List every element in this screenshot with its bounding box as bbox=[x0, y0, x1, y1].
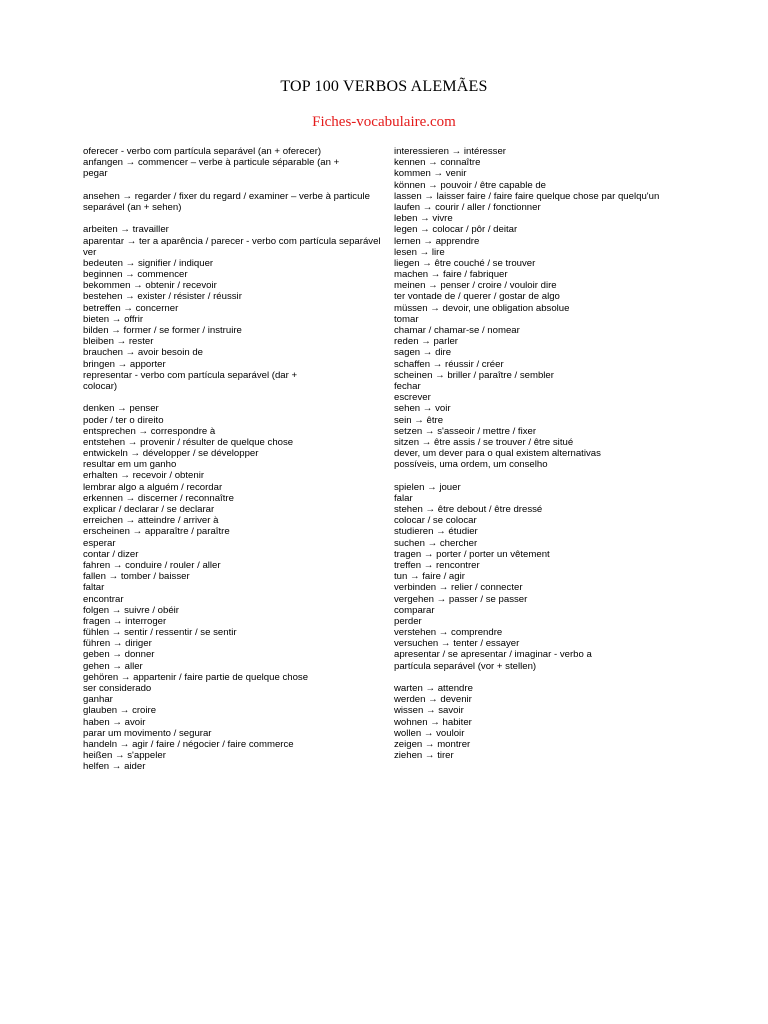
verb-entry-line: apresentar / se apresentar / imaginar - verbo a bbox=[394, 649, 592, 661]
verb-entry-line: perder bbox=[394, 615, 422, 627]
verb-entry-line: sein → être bbox=[394, 414, 444, 426]
verb-entry-line: setzen → s'asseoir / mettre / fixer bbox=[394, 425, 537, 437]
verb-entry-line: poder / ter o direito bbox=[83, 414, 164, 426]
verb-entry-line: explicar / declarar / se declarar bbox=[83, 504, 215, 515]
verb-entry-line: beginnen → commencer bbox=[83, 269, 188, 281]
verb-entry-line: interessieren → intéresser bbox=[394, 146, 506, 157]
verb-entry-line: suchen → chercher bbox=[394, 537, 478, 549]
verb-entry-line: erscheinen → apparaître / paraître bbox=[83, 526, 230, 538]
verb-entry-line: vergehen → passer / se passer bbox=[394, 593, 528, 605]
verb-entry-line: handeln → agir / faire / négocier / faire commerce bbox=[83, 738, 294, 750]
verb-entry-line: erhalten → recevoir / obtenir bbox=[83, 470, 205, 482]
verb-entry-line: resultar em um ganho bbox=[83, 459, 177, 471]
verb-entry-line: ganhar bbox=[83, 694, 113, 706]
verb-entry-line: schaffen → réussir / créer bbox=[394, 358, 504, 370]
verb-entry-line: escrever bbox=[394, 392, 431, 404]
verb-entry-line bbox=[394, 470, 659, 481]
verb-entry-line: kommen → venir bbox=[394, 168, 467, 180]
verb-entry-line: laufen → courir / aller / fonctionner bbox=[394, 201, 541, 213]
verb-entry-line bbox=[83, 392, 381, 403]
verb-entry-line: ansehen → regarder / fixer du regard / examiner – verbe à particule bbox=[83, 190, 370, 202]
verb-entry-line: colocar) bbox=[83, 380, 118, 392]
verb-entry-line: folgen → suivre / obéir bbox=[83, 604, 179, 616]
verb-entry-line: warten → attendre bbox=[394, 683, 473, 694]
verb-entry-line: wollen → vouloir bbox=[394, 727, 465, 739]
verb-entry-line: fahren → conduire / rouler / aller bbox=[83, 559, 221, 571]
verb-entry-line: lembrar algo a alguém / recordar bbox=[83, 481, 223, 493]
verb-entry-line: heißen → s'appeler bbox=[83, 750, 166, 762]
verb-entry-line: tragen → porter / porter un vêtement bbox=[394, 548, 550, 560]
verb-entry-line: parar um movimento / segurar bbox=[83, 727, 212, 739]
verb-entry-line: reden → parler bbox=[394, 336, 458, 348]
verb-entry-line: ziehen → tirer bbox=[394, 750, 454, 762]
verb-entry-line bbox=[83, 180, 381, 191]
verb-entry-line: chamar / chamar-se / nomear bbox=[394, 325, 520, 336]
verb-entry-line: esperar bbox=[83, 537, 116, 549]
verb-entry-line: müssen → devoir, une obligation absolue bbox=[394, 302, 570, 314]
verb-entry-line: spielen → jouer bbox=[394, 481, 461, 493]
verb-entry-line: sagen → dire bbox=[394, 347, 452, 359]
verb-entry-line: contar / dizer bbox=[83, 548, 139, 560]
verb-entry-line: dever, um dever para o qual existem alternativas bbox=[394, 448, 601, 460]
verb-entry-line: sitzen → être assis / se trouver / être situé bbox=[394, 436, 574, 448]
verb-entry-line: fühlen → sentir / ressentir / se sentir bbox=[83, 627, 237, 639]
verb-entry-line: betreffen → concerner bbox=[83, 302, 179, 314]
verb-entry-line: können → pouvoir / être capable de bbox=[394, 179, 547, 191]
verb-entry-line: brauchen → avoir besoin de bbox=[83, 347, 203, 359]
verb-list-left-column bbox=[83, 146, 381, 773]
verb-entry-line: gehören → appartenir / faire partie de quelque chose bbox=[83, 671, 309, 683]
verb-entry-line: sehen → voir bbox=[394, 403, 451, 415]
verb-entry-line: lernen → apprendre bbox=[394, 235, 480, 247]
verb-entry-line: partícula separável (vor + stellen) bbox=[394, 660, 537, 672]
verb-entry-line: bekommen → obtenir / recevoir bbox=[83, 280, 217, 292]
verb-entry-line: studieren → étudier bbox=[394, 526, 478, 538]
verb-entry-line: treffen → rencontrer bbox=[394, 559, 480, 571]
verb-entry-line: geben → donner bbox=[83, 649, 155, 661]
verb-entry-line: zeigen → montrer bbox=[394, 738, 471, 750]
verb-entry-line: bieten → offrir bbox=[83, 313, 144, 325]
verb-entry-line: pegar bbox=[83, 168, 108, 180]
verb-entry-line: kennen → connaître bbox=[394, 157, 481, 169]
verb-entry-line: entwickeln → développer / se développer bbox=[83, 448, 259, 460]
verb-entry-line: erkennen → discerner / reconnaître bbox=[83, 492, 234, 504]
verb-entry-line: aparentar → ter a aparência / parecer - verbo com partícula separável bbox=[83, 235, 381, 247]
verb-entry-line: lassen → laisser faire / faire faire quelque chose par quelqu'un bbox=[394, 190, 660, 202]
verb-entry-line: entsprechen → correspondre à bbox=[83, 425, 216, 437]
verb-entry-line: verstehen → comprendre bbox=[394, 627, 503, 639]
site-name: Fiches-vocabulaire.com bbox=[312, 114, 456, 130]
verb-entry-line: falar bbox=[394, 492, 413, 504]
verb-entry-line: bringen → apporter bbox=[83, 358, 166, 370]
verb-entry-line: scheinen → briller / paraître / sembler bbox=[394, 369, 554, 381]
verb-entry-line: encontrar bbox=[83, 593, 124, 605]
verb-entry-line: denken → penser bbox=[83, 403, 159, 415]
verb-entry-line: machen → faire / fabriquer bbox=[394, 269, 508, 281]
verb-entry-line: fragen → interroger bbox=[83, 615, 167, 627]
verb-entry-line: bedeuten → signifier / indiquer bbox=[83, 257, 214, 269]
verb-entry-line: wissen → savoir bbox=[394, 705, 464, 717]
verb-entry-line: bestehen → exister / résister / réussir bbox=[83, 291, 242, 303]
verb-entry-line: colocar / se colocar bbox=[394, 515, 477, 527]
verb-entry-line: comparar bbox=[394, 604, 435, 616]
verb-entry-line: bleiben → rester bbox=[83, 336, 154, 348]
verb-entry-line bbox=[83, 213, 381, 224]
verb-entry-line: stehen → être debout / être dressé bbox=[394, 504, 543, 515]
verb-entry-line: representar - verbo com partícula separável (dar + bbox=[83, 369, 298, 381]
verb-entry-line: wohnen → habiter bbox=[394, 716, 472, 728]
document-title: TOP 100 VERBOS ALEMÃES bbox=[280, 78, 488, 95]
verb-entry-line: leben → vivre bbox=[394, 213, 453, 225]
verb-entry-line: führen → diriger bbox=[83, 638, 152, 650]
verb-entry-line: versuchen → tenter / essayer bbox=[394, 638, 520, 650]
verb-entry-line: faltar bbox=[83, 582, 105, 594]
verb-entry-line: gehen → aller bbox=[83, 660, 143, 672]
verb-entry-line: possíveis, uma ordem, um conselho bbox=[394, 459, 548, 471]
verb-entry-line: entstehen → provenir / résulter de quelque chose bbox=[83, 436, 294, 448]
verb-entry-line: verbinden → relier / connecter bbox=[394, 582, 523, 594]
verb-entry-line: separável (an + sehen) bbox=[83, 201, 182, 213]
verb-entry-line: fechar bbox=[394, 380, 421, 392]
verb-entry-line: fallen → tomber / baisser bbox=[83, 571, 190, 583]
verb-entry-line: ser considerado bbox=[83, 683, 152, 694]
verb-entry-line: arbeiten → travailler bbox=[83, 224, 169, 236]
verb-list-right-column bbox=[394, 146, 659, 761]
verb-entry-line: ver bbox=[83, 246, 97, 258]
verb-entry-line: oferecer - verbo com partícula separável (an + oferecer) bbox=[83, 146, 322, 157]
verb-entry-line: werden → devenir bbox=[394, 694, 472, 706]
verb-entry-line: erreichen → atteindre / arriver à bbox=[83, 515, 219, 527]
verb-entry-line: helfen → aider bbox=[83, 761, 146, 773]
verb-entry-line: tun → faire / agir bbox=[394, 571, 465, 583]
verb-entry-line: legen → colocar / pôr / deitar bbox=[394, 224, 518, 236]
verb-entry-line: lesen → lire bbox=[394, 246, 445, 258]
verb-entry-line: tomar bbox=[394, 313, 419, 325]
verb-entry-line: glauben → croire bbox=[83, 705, 157, 717]
verb-entry-line: anfangen → commencer – verbe à particule séparable (an + bbox=[83, 157, 340, 169]
verb-entry-line: ter vontade de / querer / gostar de algo bbox=[394, 291, 560, 303]
verb-entry-line: bilden → former / se former / instruire bbox=[83, 325, 242, 336]
verb-entry-line: liegen → être couché / se trouver bbox=[394, 257, 536, 269]
verb-entry-line: meinen → penser / croire / vouloir dire bbox=[394, 280, 557, 292]
verb-entry-line bbox=[394, 672, 659, 683]
verb-entry-line: haben → avoir bbox=[83, 716, 146, 728]
